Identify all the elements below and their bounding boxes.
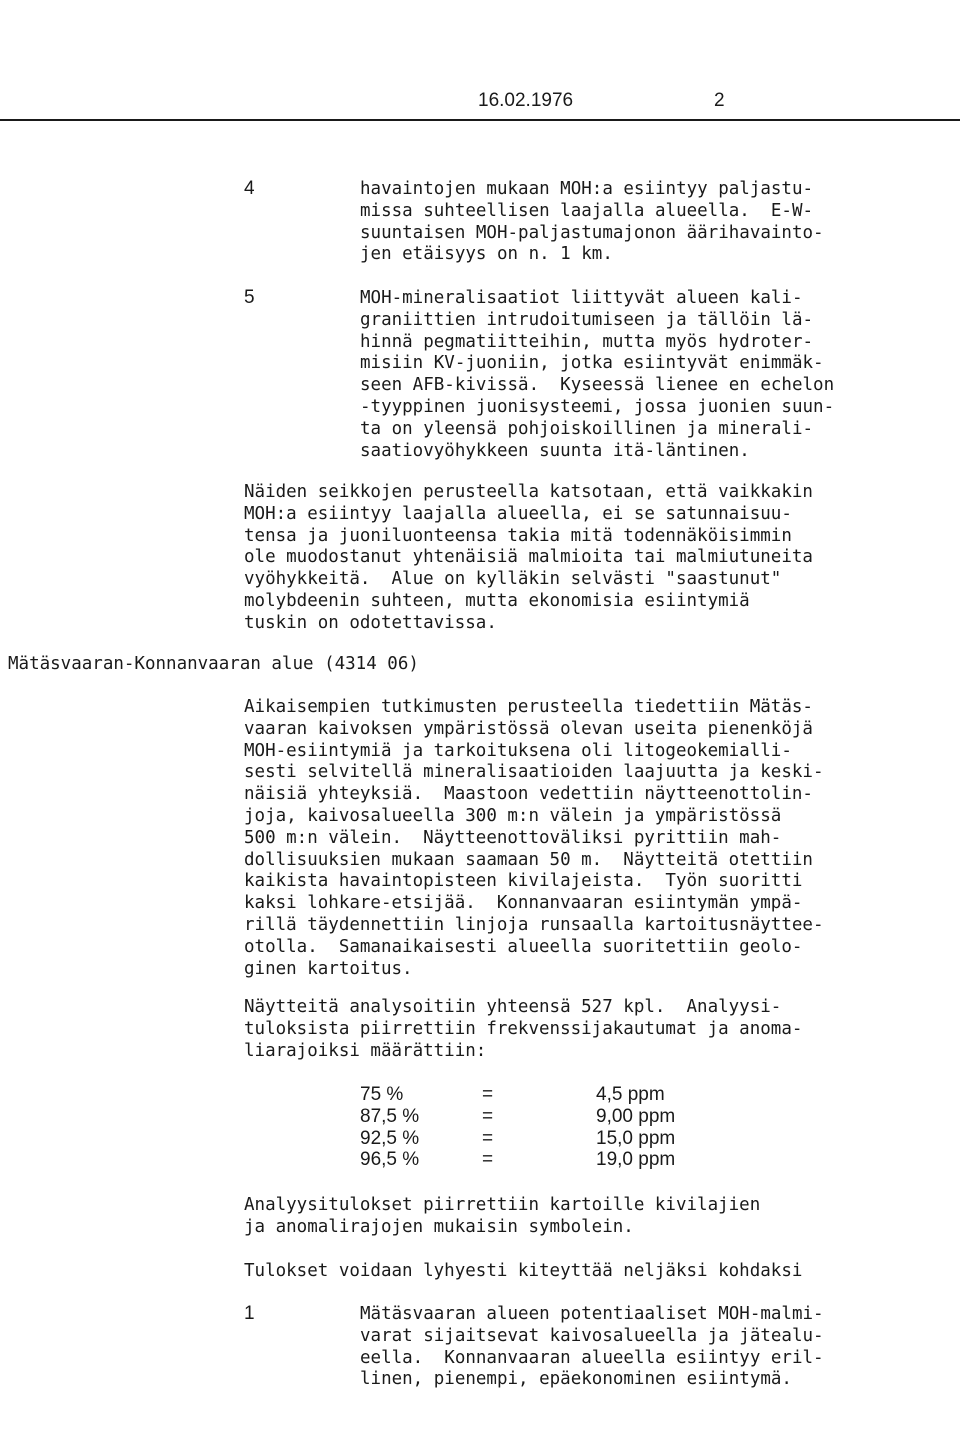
text-line: joja, kaivosalueella 300 m:n välein ja ympäristössä bbox=[244, 805, 782, 826]
text-line: MOH:a esiintyy laajalla alueella, ei se satunnaisuu- bbox=[244, 503, 792, 524]
text-line: Näytteitä analysoitiin yhteensä 527 kpl. Analyysi- bbox=[244, 997, 782, 1017]
table-row bbox=[360, 1084, 760, 1106]
text-line: ole muodostanut yhtenäisiä malmioita tai malmiutuneita bbox=[244, 547, 813, 568]
text-line: otolla. Samanaikaisesti alueella suoritettiin geolo- bbox=[244, 936, 803, 957]
percent-cell: 92,5 % bbox=[360, 1127, 420, 1149]
equals-cell: = bbox=[482, 1127, 494, 1149]
text-line: kaksi lohkare-etsijää. Konnanvaaran esiintymän ympä- bbox=[244, 893, 803, 914]
item-1-number: 1 bbox=[244, 1303, 255, 1324]
equals-cell: = bbox=[482, 1149, 494, 1171]
text-line: hinnä pegmatiitteihin, mutta myös hydroter- bbox=[360, 331, 814, 352]
text-line: seen AFB-kivissä. Kyseessä lienee en echelon bbox=[360, 375, 835, 396]
text-line: 500 m:n välein. Näytteenottoväliksi pyrittiin mah- bbox=[244, 827, 782, 848]
text-line: havaintojen mukaan MOH:a esiintyy paljastu- bbox=[360, 179, 814, 199]
text-line: graniittien intrudoitumiseen ja tällöin lä- bbox=[360, 309, 814, 330]
text-line: vaaran kaivoksen ympäristössä olevan useita pienenköjä bbox=[244, 718, 813, 739]
section-heading: Mätäsvaaran-Konnanvaaran alue (4314 06) bbox=[8, 654, 419, 674]
text-line: saatiovyöhykkeen suunta itä-läntinen. bbox=[360, 440, 750, 461]
value-cell: 9,00 ppm bbox=[596, 1105, 676, 1127]
header-page-number: 2 bbox=[714, 90, 725, 111]
table-row bbox=[360, 1106, 760, 1128]
item-5-text bbox=[360, 288, 834, 462]
text-line: Mätäsvaaran alueen potentiaaliset MOH-malmi- bbox=[360, 1304, 824, 1324]
text-line: liarajoiksi määrättiin: bbox=[244, 1040, 487, 1061]
table-row bbox=[360, 1128, 760, 1150]
text-line: ta on yleensä pohjoiskoillinen ja minerali- bbox=[360, 418, 814, 439]
item-4-text bbox=[360, 179, 824, 266]
value-cell: 15,0 ppm bbox=[596, 1127, 676, 1149]
text-line: dollisuuksien mukaan saamaan 50 m. Näytteitä otettiin bbox=[244, 849, 813, 870]
text-line: Näiden seikkojen perusteella katsotaan, että vaikkakin bbox=[244, 482, 813, 502]
text-line: linen, pienempi, epäekonominen esiintymä. bbox=[360, 1369, 792, 1390]
item-1-text bbox=[360, 1304, 824, 1391]
text-line: MOH-mineralisaatiot liittyvät alueen kali- bbox=[360, 288, 803, 308]
percent-cell: 75 % bbox=[360, 1084, 404, 1105]
paragraph-naytteita bbox=[244, 997, 802, 1062]
text-line: näisiä yhteyksiä. Maastoon vedettiin näytteenottolin- bbox=[244, 784, 813, 805]
paragraph-aikaisempien bbox=[244, 697, 823, 980]
percent-cell: 87,5 % bbox=[360, 1105, 420, 1127]
text-line: ginen kartoitus. bbox=[244, 958, 413, 979]
text-line: vyöhykkeitä. Alue on kylläkin selvästi "saastunut" bbox=[244, 569, 782, 590]
text-line: rillä täydennettiin linjoja runsaalla kartoitusnäyttee- bbox=[244, 914, 824, 935]
header-date: 16.02.1976 bbox=[478, 90, 574, 111]
item-4-number: 4 bbox=[244, 178, 255, 199]
percent-cell: 96,5 % bbox=[360, 1149, 420, 1171]
text-line: MOH-esiintymiä ja tarkoituksena oli litogeokemialli- bbox=[244, 740, 792, 761]
text-line: tuskin on odotettavissa. bbox=[244, 612, 497, 633]
value-cell: 4,5 ppm bbox=[596, 1084, 665, 1105]
text-line: sesti selvitellä mineralisaatioiden laajuutta ja keski- bbox=[244, 762, 824, 783]
item-5-number: 5 bbox=[244, 287, 255, 308]
text-line: missa suhteellisen laajalla alueella. E-W- bbox=[360, 200, 814, 221]
text-line: varat sijaitsevat kaivosalueella ja jätealu- bbox=[360, 1325, 824, 1346]
paragraph-naiden bbox=[244, 482, 813, 635]
text-line: tensa ja juoniluonteensa takia mitä todennäköisimmin bbox=[244, 525, 792, 546]
paragraph-tulokset: Tulokset voidaan lyhyesti kiteyttää neljäksi kohdaksi bbox=[244, 1261, 803, 1281]
paragraph-analyysi bbox=[244, 1195, 760, 1239]
text-line: eella. Konnanvaaran alueella esiintyy eril- bbox=[360, 1347, 824, 1368]
header-rule bbox=[0, 119, 960, 121]
value-cell: 19,0 ppm bbox=[596, 1149, 676, 1171]
text-line: ja anomalirajojen mukaisin symbolein. bbox=[244, 1216, 634, 1237]
equals-cell: = bbox=[482, 1105, 494, 1127]
text-line: -tyyppinen juonisysteemi, jossa juonien suun- bbox=[360, 396, 835, 417]
text-line: Aikaisempien tutkimusten perusteella tiedettiin Mätäs- bbox=[244, 697, 813, 717]
text-line: Analyysitulokset piirrettiin kartoille kivilajien bbox=[244, 1195, 761, 1215]
text-line: jen etäisyys on n. 1 km. bbox=[360, 244, 613, 265]
text-line: tuloksista piirrettiin frekvenssijakautumat ja anoma- bbox=[244, 1018, 803, 1039]
text-line: molybdeenin suhteen, mutta ekonomisia esiintymiä bbox=[244, 590, 750, 611]
table-row bbox=[360, 1149, 760, 1171]
equals-cell: = bbox=[482, 1084, 494, 1105]
text-line: misiin KV-juoniin, jotka esiintyvät enimmäk- bbox=[360, 353, 824, 374]
text-line: suuntaisen MOH-paljastumajonon äärihavainto- bbox=[360, 222, 824, 243]
anomaly-table bbox=[360, 1084, 760, 1171]
text-line: kaikista havaintopisteen kivilajeista. Työn suoritti bbox=[244, 871, 803, 892]
